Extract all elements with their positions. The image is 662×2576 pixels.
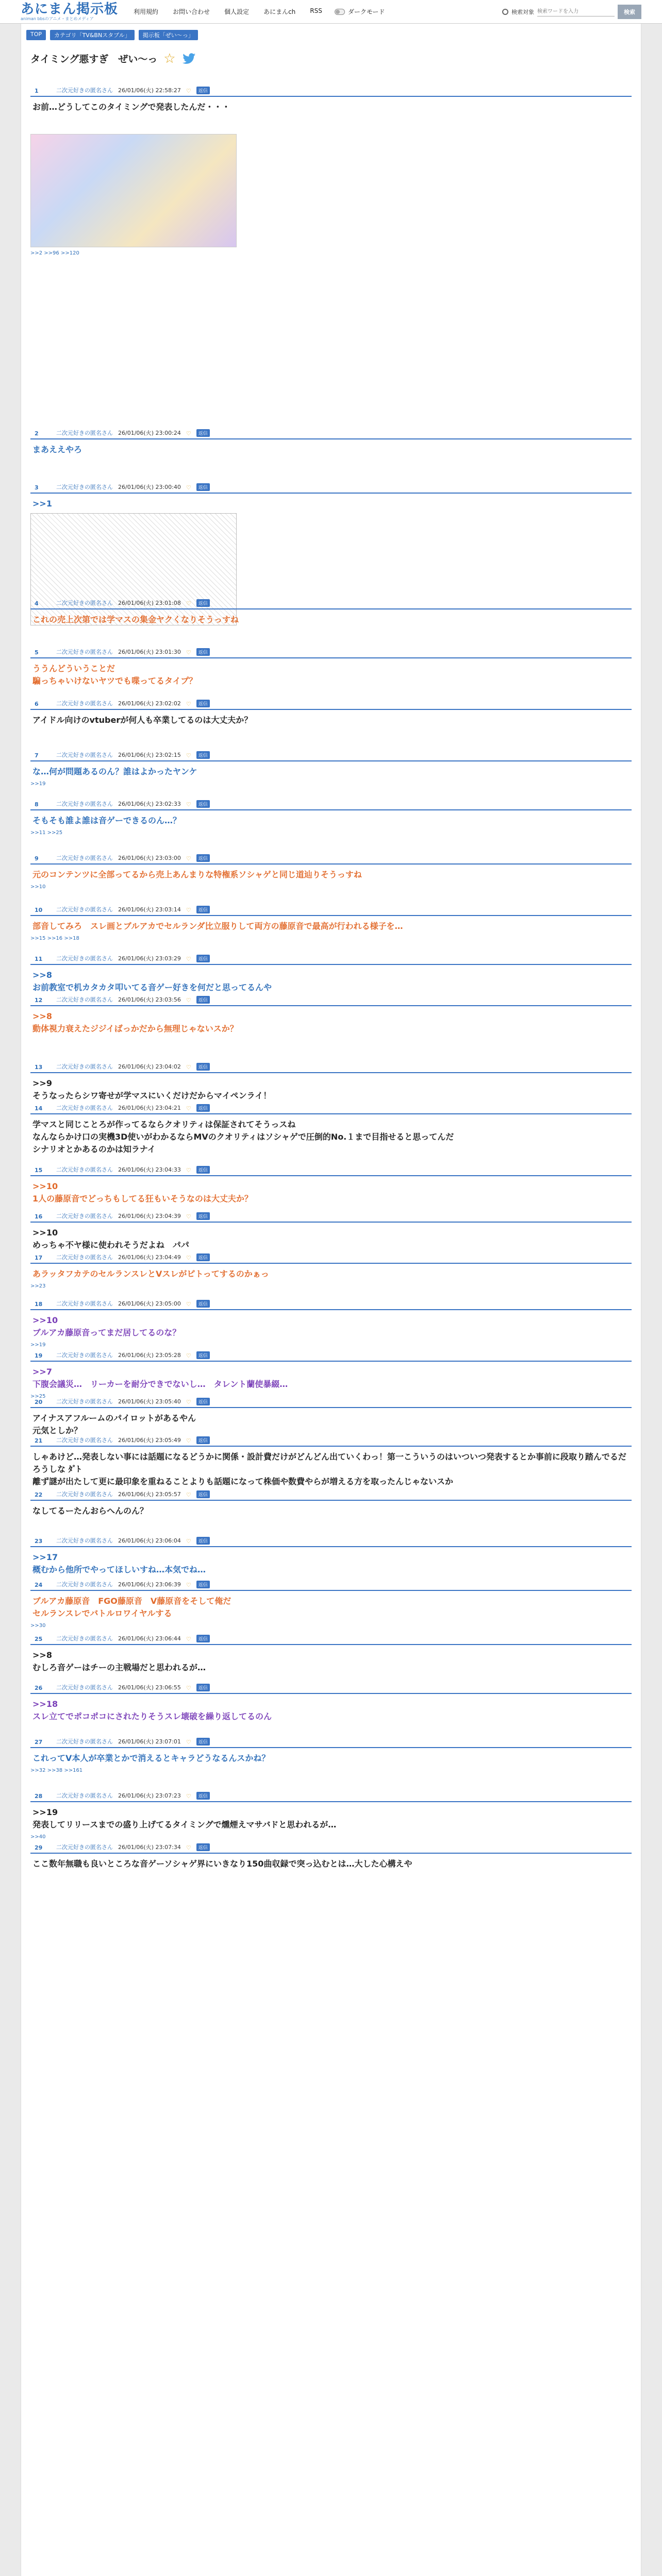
post-body: >>18 スレ立てでポコポコにされたりそうスレ壊破を繰り返してるのん: [32, 1699, 272, 1721]
reply-button[interactable]: 返信: [196, 1843, 210, 1851]
post: [30, 1737, 632, 1773]
post-header: [30, 1737, 632, 1748]
reply-button[interactable]: 返信: [196, 1104, 210, 1112]
reply-button[interactable]: 返信: [196, 1738, 210, 1745]
search-icon: [502, 9, 508, 15]
like-icon[interactable]: ♡: [186, 88, 191, 94]
post-number[interactable]: 24: [35, 1582, 43, 1588]
like-icon[interactable]: ♡: [186, 1636, 191, 1642]
post-author: 二次元好きの匿名さん: [56, 1537, 113, 1544]
reply-button[interactable]: 返信: [196, 906, 210, 913]
nav-terms[interactable]: 利用規約: [134, 8, 159, 15]
post-number[interactable]: 20: [35, 1399, 43, 1405]
like-icon[interactable]: ♡: [186, 1492, 191, 1498]
post-header: [30, 1489, 632, 1501]
post-header: [30, 598, 632, 609]
post: [30, 1165, 632, 1205]
breadcrumb-category[interactable]: カテゴリ「TV&BNスタブル」: [50, 30, 135, 40]
post-header: [30, 1350, 632, 1362]
reply-button[interactable]: 返信: [196, 1684, 210, 1691]
post-header: [30, 428, 632, 439]
reply-button[interactable]: 返信: [196, 483, 210, 491]
post-header: [30, 1580, 632, 1591]
reply-button[interactable]: 返信: [196, 1436, 210, 1444]
post: [30, 1062, 632, 1102]
post-body: >>19 発表してリリースまでの盛り上げてるタイミングで燻煙えマサバドと思われるが…: [32, 1807, 337, 1829]
header-nav: [134, 7, 322, 16]
post-body: あラッタフカテのセルランスレとVスレがピトってするのかぁっ: [32, 1269, 269, 1279]
post-author: 二次元好きの匿名さん: [56, 801, 113, 807]
post-header: [30, 1683, 632, 1694]
post: [30, 1299, 632, 1348]
post-number[interactable]: 1: [35, 88, 39, 94]
post-date: 26/01/06(火) 23:00:24: [118, 430, 181, 436]
like-icon[interactable]: ♡: [186, 855, 191, 862]
post-header: [30, 647, 632, 658]
reply-button[interactable]: 返信: [196, 1490, 210, 1498]
post-date: 26/01/06(火) 23:03:29: [118, 955, 181, 962]
post-references[interactable]: >>19: [30, 1342, 46, 1348]
post-date: 26/01/06(火) 23:07:23: [118, 1792, 181, 1799]
main-content: [21, 24, 641, 2576]
like-icon[interactable]: ♡: [186, 1582, 191, 1588]
reply-button[interactable]: 返信: [196, 1398, 210, 1405]
post-author: 二次元好きの匿名さん: [56, 1254, 113, 1261]
reply-button[interactable]: 返信: [196, 1635, 210, 1642]
post-number[interactable]: 4: [35, 600, 39, 607]
post-date: 26/01/06(火) 23:01:08: [118, 600, 181, 606]
post-body: 学マスと同じことろが作ってるならクオリティは保証されてそうっスね なんならかけ口の実機3D使いがわかるならMVのクオリティはソシャゲで圧倒的No.１まで目指せると思ってんだ シナリオとかあるのかは知ラナイ: [32, 1120, 454, 1154]
like-icon[interactable]: ♡: [186, 956, 191, 962]
post-author: 二次元好きの匿名さん: [56, 955, 113, 962]
post-body: な…何が問題あるのん？誰はよかったヤンケ: [32, 767, 197, 776]
post-number[interactable]: 12: [35, 997, 43, 1004]
like-icon[interactable]: ♡: [186, 1167, 191, 1174]
post-header: [30, 1211, 632, 1223]
post-author: 二次元好きの匿名さん: [56, 1437, 113, 1444]
post-body: >>8 動体視力衰えたジジイばっかだから無理じゃないスか？: [32, 1011, 238, 1033]
post-author: 二次元好きの匿名さん: [56, 430, 113, 436]
post-date: 26/01/06(火) 23:00:40: [118, 484, 181, 490]
like-icon[interactable]: ♡: [186, 649, 191, 656]
post: [30, 1634, 632, 1674]
post-body: アイナスアフルームのパイロットがあるやん 元気としか？: [32, 1413, 196, 1435]
page-title: タイミング悪すぎ ぜい～っ: [30, 54, 158, 65]
post-number[interactable]: 5: [35, 649, 39, 656]
post-author: 二次元好きの匿名さん: [56, 1352, 113, 1359]
nav-contact[interactable]: お問い合わせ: [173, 8, 210, 15]
post-date: 26/01/06(火) 22:58:27: [118, 87, 181, 94]
breadcrumb-top[interactable]: TOP: [26, 30, 46, 40]
search-scope-label[interactable]: 検索対象: [511, 8, 534, 15]
search-bar: [502, 5, 641, 19]
post: [30, 853, 632, 890]
post-header: [30, 482, 632, 494]
reply-button[interactable]: 返信: [196, 1300, 210, 1308]
post-date: 26/01/06(火) 23:06:44: [118, 1635, 181, 1642]
post-body: >>8 お前教室で机カタカタ叩いてる音ゲー好きを何だと思ってるんや: [32, 970, 272, 992]
nav-rss[interactable]: RSS: [310, 7, 322, 14]
post-number[interactable]: 2: [35, 430, 39, 437]
post: [30, 905, 632, 941]
like-icon[interactable]: ♡: [186, 1844, 191, 1851]
like-icon[interactable]: ♡: [186, 1105, 191, 1112]
post-body: ブルアカ藤原音 FGO藤原音 V藤原音をそして俺だ セルランスレでバトルロワイヤルする: [32, 1596, 231, 1618]
post-date: 26/01/06(火) 23:01:30: [118, 649, 181, 655]
post-body: これってV本人が卒業とかで消えるとキャラどうなるんスかね？: [32, 1753, 270, 1763]
reply-button[interactable]: 返信: [196, 700, 210, 707]
post: [30, 1791, 632, 1840]
post-date: 26/01/06(火) 23:04:21: [118, 1105, 181, 1111]
post-references[interactable]: >>19: [30, 781, 46, 787]
post-image[interactable]: [30, 134, 237, 247]
post-number[interactable]: 16: [35, 1213, 43, 1220]
post-date: 26/01/06(火) 23:04:02: [118, 1063, 181, 1070]
post-body: アイドル向けのvtuberが何人も卒業してるのは大丈夫か？: [32, 715, 253, 725]
search-button[interactable]: 検索: [618, 5, 641, 19]
post: [30, 1683, 632, 1723]
post-date: 26/01/06(火) 23:03:56: [118, 996, 181, 1003]
post-number[interactable]: 29: [35, 1844, 43, 1851]
post-body: ここ数年無職も良いところな音ゲーソシャゲ界にいきなり150曲収録で突っ込むとは…大した心構えや: [32, 1859, 412, 1869]
post-author: 二次元好きの匿名さん: [56, 996, 113, 1003]
reply-button[interactable]: 返信: [196, 1792, 210, 1800]
post-number[interactable]: 19: [35, 1352, 43, 1359]
like-icon[interactable]: ♡: [186, 1255, 191, 1261]
reply-button[interactable]: 返信: [196, 87, 210, 94]
post-author: 二次元好きの匿名さん: [56, 1635, 113, 1642]
post-number[interactable]: 28: [35, 1793, 43, 1800]
post-date: 26/01/06(火) 23:07:01: [118, 1738, 181, 1745]
post-author: 二次元好きの匿名さん: [56, 649, 113, 655]
post: [30, 1536, 632, 1576]
post-author: 二次元好きの匿名さん: [56, 1063, 113, 1070]
post-body: >>8 むしろ音ゲーはチーの主戦場だと思われるが…: [32, 1650, 206, 1672]
post-number[interactable]: 27: [35, 1739, 43, 1745]
post-date: 26/01/06(火) 23:04:33: [118, 1166, 181, 1173]
post-references[interactable]: >>10: [30, 884, 46, 890]
post-date: 26/01/06(火) 23:07:34: [118, 1844, 181, 1851]
reply-button[interactable]: 返信: [196, 1063, 210, 1071]
post-author: 二次元好きの匿名さん: [56, 1491, 113, 1498]
dark-mode-label: ダークモード: [347, 8, 385, 15]
like-icon[interactable]: ♡: [186, 1213, 191, 1220]
post-body: 部音してみろ スレ画とブルアカでセルランダ比立服りして両方の藤原音で最高が行われる様子を…: [32, 921, 403, 931]
post-date: 26/01/06(火) 23:02:02: [118, 700, 181, 707]
post-number[interactable]: 14: [35, 1105, 43, 1112]
post: [30, 1350, 632, 1399]
post: [30, 799, 632, 836]
post-date: 26/01/06(火) 23:05:28: [118, 1352, 181, 1359]
post-header: [30, 1397, 632, 1408]
like-icon[interactable]: ♡: [186, 1538, 191, 1545]
like-icon[interactable]: ♡: [186, 801, 191, 808]
post-author: 二次元好きの匿名さん: [56, 1398, 113, 1405]
post-header: [30, 799, 632, 810]
reply-button[interactable]: 返信: [196, 1212, 210, 1220]
post-number[interactable]: 13: [35, 1064, 43, 1071]
post-date: 26/01/06(火) 23:05:49: [118, 1437, 181, 1444]
post-header: [30, 1791, 632, 1802]
post-references[interactable]: >>32 >>38 >>161: [30, 1768, 83, 1773]
post-author: 二次元好きの匿名さん: [56, 906, 113, 913]
post-date: 26/01/06(火) 23:06:39: [118, 1581, 181, 1588]
post-author: 二次元好きの匿名さん: [56, 1684, 113, 1691]
reply-button[interactable]: 返信: [196, 1253, 210, 1261]
post-header: [30, 1062, 632, 1073]
reply-button[interactable]: 返信: [196, 751, 210, 759]
post-header: [30, 1252, 632, 1264]
dark-mode-toggle[interactable]: [335, 7, 385, 16]
post-header: [30, 905, 632, 916]
post-header: [30, 699, 632, 710]
post-author: 二次元好きの匿名さん: [56, 1844, 113, 1851]
twitter-share-icon[interactable]: [182, 53, 196, 64]
post: [30, 1103, 632, 1156]
post-author: 二次元好きの匿名さん: [56, 1166, 113, 1173]
post-date: 26/01/06(火) 23:05:40: [118, 1398, 181, 1405]
post-body: >>1: [32, 499, 52, 509]
logo-subtitle: animan bbsのアニメ・まとめメディア: [21, 16, 94, 21]
post-body: まあええやろ: [32, 445, 82, 454]
nav-settings[interactable]: 個人設定: [224, 8, 250, 15]
post-number[interactable]: 10: [35, 907, 43, 913]
site-logo[interactable]: [21, 3, 118, 21]
post-author: 二次元好きの匿名さん: [56, 700, 113, 707]
post-date: 26/01/06(火) 23:02:33: [118, 801, 181, 807]
post: [30, 1489, 632, 1517]
post-references[interactable]: >>25: [30, 1394, 46, 1399]
post-date: 26/01/06(火) 23:03:00: [118, 855, 181, 861]
post-body: >>7 下腹会議災… リーカーを耐分できでないし… タレント蘭使暴綴…: [32, 1367, 288, 1389]
post-author: 二次元好きの匿名さん: [56, 484, 113, 490]
post-body: >>10 めっちゃ不ヤ様に使われそうだよね パパ: [32, 1228, 189, 1250]
post-number[interactable]: 8: [35, 801, 39, 808]
post: [30, 995, 632, 1035]
post-header: [30, 954, 632, 965]
like-icon[interactable]: ♡: [186, 1685, 191, 1691]
like-icon[interactable]: ♡: [186, 1739, 191, 1745]
post-number[interactable]: 23: [35, 1538, 43, 1545]
post-date: 26/01/06(火) 23:04:49: [118, 1254, 181, 1261]
reply-button[interactable]: 返信: [196, 429, 210, 437]
like-icon[interactable]: ♡: [186, 1437, 191, 1444]
reply-button[interactable]: 返信: [196, 1166, 210, 1174]
post: [30, 699, 632, 726]
post: [30, 1397, 632, 1437]
like-icon[interactable]: ♡: [186, 484, 191, 491]
post: [30, 1211, 632, 1251]
post: [30, 1252, 632, 1289]
post-author: 二次元好きの匿名さん: [56, 1581, 113, 1588]
post-references[interactable]: >>40: [30, 1834, 46, 1840]
post-header: [30, 1435, 632, 1447]
post-number[interactable]: 18: [35, 1301, 43, 1308]
post-author: 二次元好きの匿名さん: [56, 752, 113, 758]
logo-title[interactable]: あにまん掲示板: [21, 1, 119, 17]
reply-button[interactable]: 返信: [196, 955, 210, 962]
like-icon[interactable]: ♡: [186, 600, 191, 607]
reply-button[interactable]: 返信: [196, 1581, 210, 1588]
post-header: [30, 995, 632, 1006]
post-number[interactable]: 11: [35, 956, 43, 962]
post-header: [30, 853, 632, 865]
reply-button[interactable]: 返信: [196, 1537, 210, 1545]
reply-button[interactable]: 返信: [196, 996, 210, 1004]
post: [30, 1580, 632, 1629]
post-number[interactable]: 17: [35, 1255, 43, 1261]
reply-button[interactable]: 返信: [196, 599, 210, 607]
post-number[interactable]: 25: [35, 1636, 43, 1642]
post-references[interactable]: >>11 >>25: [30, 830, 63, 836]
post-author: 二次元好きの匿名さん: [56, 1792, 113, 1799]
reply-button[interactable]: 返信: [196, 800, 210, 808]
like-icon[interactable]: ♡: [186, 907, 191, 913]
post-number[interactable]: 26: [35, 1685, 43, 1691]
post-body: >>10 ブルアカ藤原音ってまだ居してるのな？: [32, 1315, 181, 1337]
post-references[interactable]: >>2 >>96 >>120: [30, 250, 79, 256]
post-header: [30, 1842, 632, 1854]
like-icon[interactable]: ♡: [186, 1064, 191, 1071]
post-body: >>9 そうなったらシワ寄せが学マスにいくだけだからマイペンライ！: [32, 1078, 272, 1100]
post-author: 二次元好きの匿名さん: [56, 1300, 113, 1307]
post-author: 二次元好きの匿名さん: [56, 87, 113, 94]
like-icon[interactable]: ♡: [186, 1793, 191, 1800]
like-icon[interactable]: ♡: [186, 1352, 191, 1359]
post-body: お前…どうしてこのタイミングで発表したんだ・・・: [32, 102, 230, 112]
post-date: 26/01/06(火) 23:04:39: [118, 1213, 181, 1219]
post: [30, 1435, 632, 1488]
post-header: [30, 1103, 632, 1114]
toggle-switch[interactable]: [335, 9, 345, 15]
post-body: そもそも誰よ誰は音ゲーできるのん…？: [32, 816, 181, 825]
like-icon[interactable]: ♡: [186, 430, 191, 437]
post-references[interactable]: >>30: [30, 1623, 46, 1629]
site-header: [0, 0, 662, 24]
post-date: 26/01/06(火) 23:02:15: [118, 752, 181, 758]
post-date: 26/01/06(火) 23:03:14: [118, 906, 181, 913]
post-author: 二次元好きの匿名さん: [56, 1213, 113, 1219]
post-header: [30, 1299, 632, 1310]
post-body: >>17 概むから他所でやってほしいすね…本気でね…: [32, 1552, 206, 1574]
post-body: しゃあけど…発表しない事には話題になるどうかに関係・設計費だけがどんどん出ていくわっ！第一こういうのはいついつ発表するとか事前に段取り踏んでるだろうしな ﾀﾞﾄ 離ず謎が出たして更に最印象を重ねることよりも話題になって株価や数費やらが増える方を取ったんじゃないスか: [32, 1452, 626, 1486]
post-body: なしてるーたんおらへんのん？: [32, 1506, 148, 1516]
post-body: これの売上次第では学マスの集金ヤクくなりそうっすね: [32, 615, 239, 624]
post-author: 二次元好きの匿名さん: [56, 1105, 113, 1111]
nav-animanch[interactable]: あにまんch: [263, 8, 296, 15]
breadcrumb: [21, 24, 641, 40]
post: [30, 647, 632, 687]
post-author: 二次元好きの匿名さん: [56, 600, 113, 606]
post-header: [30, 1165, 632, 1176]
post-body: 元のコンテンツに全部ってるから売上あんまりな特権系ソシャゲと同じ道辿りそうっすね: [32, 870, 362, 879]
search-input[interactable]: [537, 7, 615, 16]
post-date: 26/01/06(火) 23:06:55: [118, 1684, 181, 1691]
post: [30, 750, 632, 787]
post: [30, 598, 632, 626]
post-number[interactable]: 3: [35, 484, 39, 491]
post-references[interactable]: >>23: [30, 1283, 46, 1289]
favorite-star-icon[interactable]: ☆: [163, 50, 176, 66]
like-icon[interactable]: ♡: [186, 701, 191, 707]
post-number[interactable]: 22: [35, 1492, 43, 1498]
post-number[interactable]: 6: [35, 701, 39, 707]
post-author: 二次元好きの匿名さん: [56, 1738, 113, 1745]
post-author: 二次元好きの匿名さん: [56, 855, 113, 861]
thread-title-row: [21, 40, 641, 70]
breadcrumb-board[interactable]: 掲示板「ぜい～っ」: [139, 30, 198, 40]
post-header: [30, 1634, 632, 1645]
reply-button[interactable]: 返信: [196, 648, 210, 656]
post-header: [30, 86, 632, 97]
post-body: >>10 1人の藤原音でどっちもしてる狂もいそうなのは大丈夫か？: [32, 1181, 253, 1204]
post-number[interactable]: 7: [35, 752, 39, 759]
post-header: [30, 1536, 632, 1547]
reply-button[interactable]: 返信: [196, 854, 210, 862]
post-date: 26/01/06(火) 23:05:00: [118, 1300, 181, 1307]
post: [30, 1842, 632, 1870]
post-number[interactable]: 9: [35, 855, 39, 862]
post: [30, 954, 632, 994]
post-body: ううんどういうことだ 騙っちゃいけないヤツでも喋ってるタイプ？: [32, 664, 197, 686]
post-references[interactable]: >>15 >>16 >>18: [30, 936, 79, 941]
post-number[interactable]: 15: [35, 1167, 43, 1174]
reply-button[interactable]: 返信: [196, 1351, 210, 1359]
post-number[interactable]: 21: [35, 1437, 43, 1444]
post: [30, 428, 632, 456]
post-header: [30, 750, 632, 761]
like-icon[interactable]: ♡: [186, 1301, 191, 1308]
like-icon[interactable]: ♡: [186, 752, 191, 759]
like-icon[interactable]: ♡: [186, 997, 191, 1004]
post: [30, 86, 632, 256]
post-date: 26/01/06(火) 23:06:04: [118, 1537, 181, 1544]
like-icon[interactable]: ♡: [186, 1399, 191, 1405]
post-date: 26/01/06(火) 23:05:57: [118, 1491, 181, 1498]
